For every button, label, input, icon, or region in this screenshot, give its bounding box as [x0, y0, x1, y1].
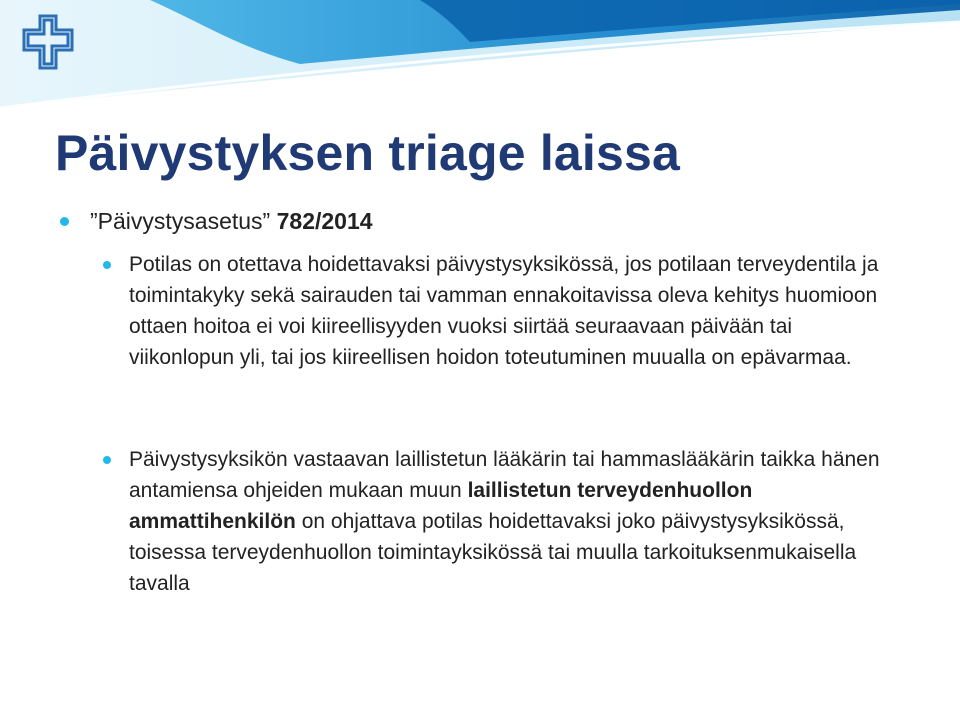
slide-title: Päivystyksen triage laissa [55, 125, 681, 181]
referral-rule-text-start: Päivystysyksikön vastaavan laillistetun lääkärin tai hammaslääkärin taikka hänen antamiensa ohjeiden mukaan muun [129, 448, 880, 502]
referral-rule-bold: laillistetun terveydenhuollon ammattihenkilön [129, 479, 753, 533]
sub-bullet-admission-rule [129, 249, 889, 373]
sub-bullet-referral-rule [129, 444, 889, 599]
header-banner [0, 0, 960, 110]
decree-name: ”Päivystysasetus” [90, 208, 277, 234]
bullet-dot-icon [103, 261, 111, 269]
referral-rule-text-end: on ohjattava potilas hoidettavaksi joko päivystysyksikössä, toisessa terveydenhuollon toimintayksikössä tai muulla tarkoituksenmukaisella tavalla [129, 510, 857, 595]
bullet-dot-icon [60, 217, 69, 226]
admission-rule-text: Potilas on otettava hoidettavaksi päivystysyksikössä, jos potilaan terveydentila ja toimintakyky sekä sairauden tai vamman ennakoitavissa oleva kehitys huomioon ottaen hoitoa ei voi kiireellisyyden vuoksi siirtää seuraavaan päivään tai viikonlopun yli, tai jos kiireellisen hoidon toteutuminen muualla on epävarmaa. [129, 253, 879, 369]
cross-logo-icon [22, 14, 74, 70]
bullet-paivystysasetus [90, 208, 373, 235]
bullet-dot-icon [103, 456, 111, 464]
decree-number: 782/2014 [276, 208, 373, 234]
